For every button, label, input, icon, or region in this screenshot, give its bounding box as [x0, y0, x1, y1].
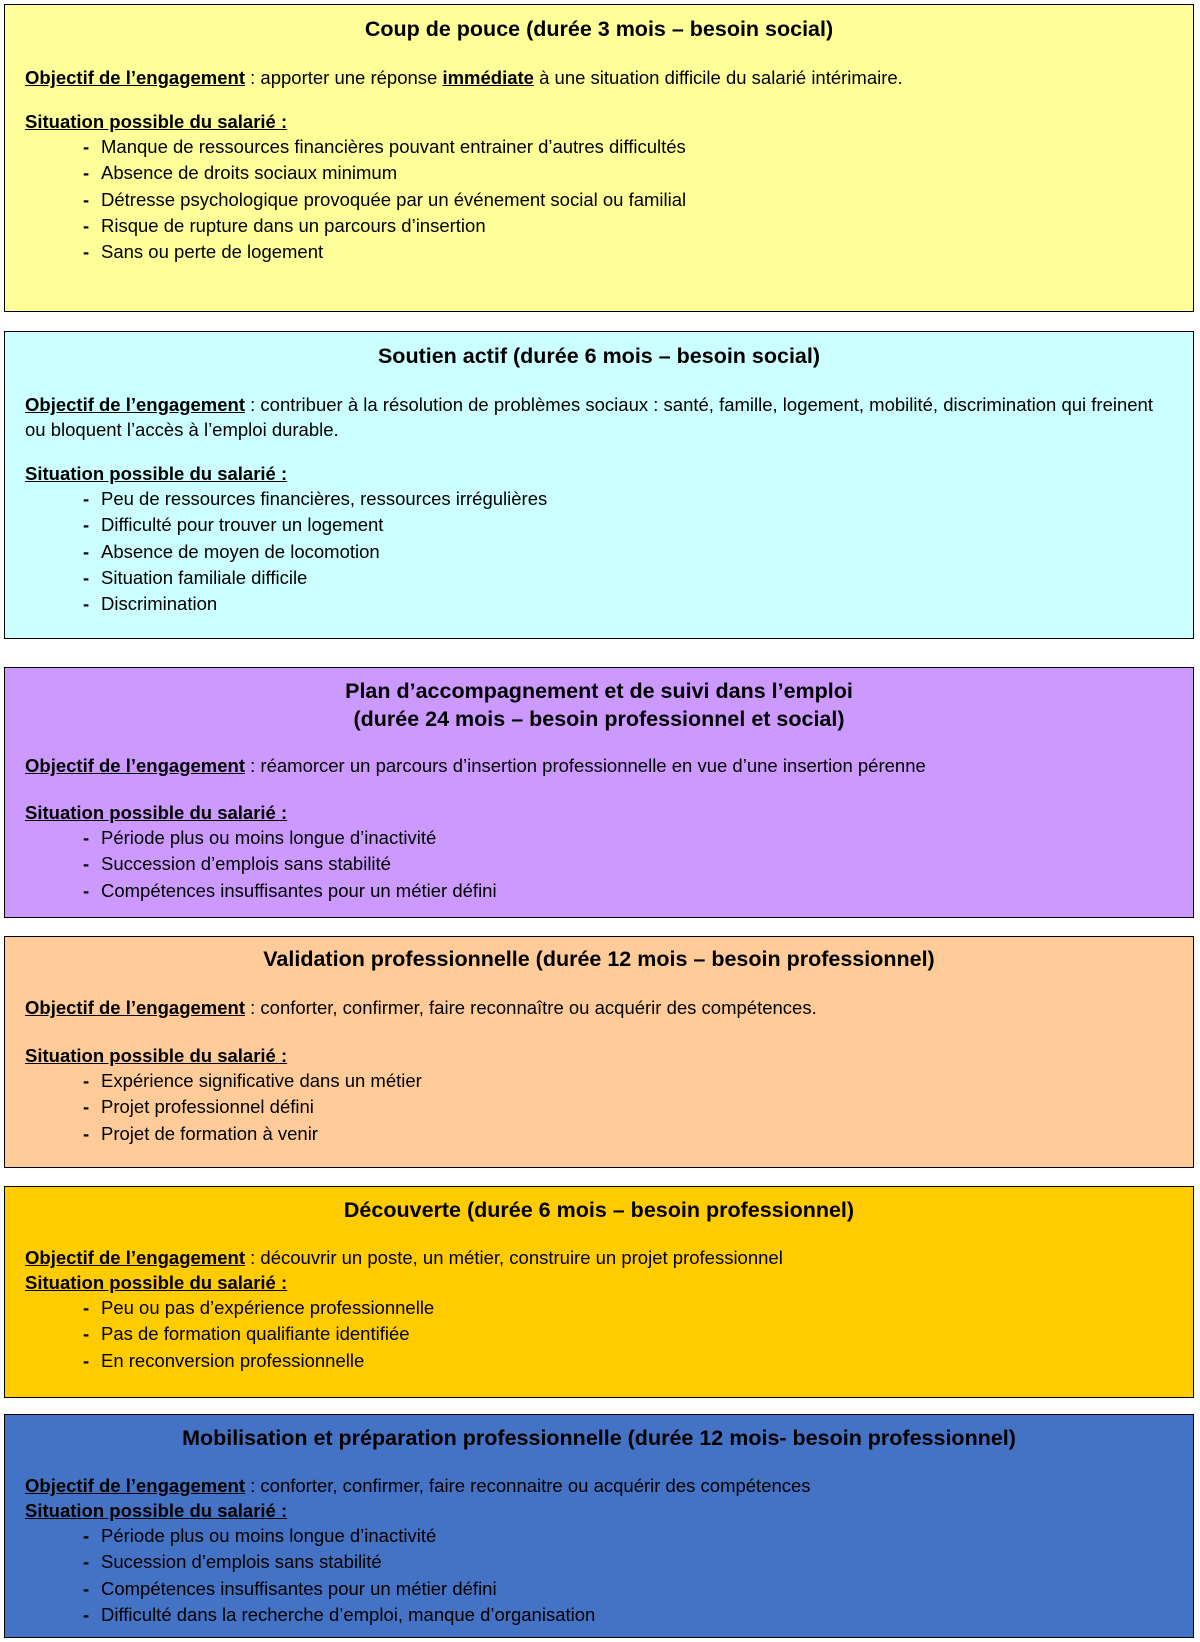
list-item: - Difficulté pour trouver un logement — [83, 514, 384, 536]
situation-list — [25, 486, 1173, 617]
list-item: - En reconversion professionnelle — [83, 1349, 365, 1371]
objective-content: : conforter, confirmer, faire reconnaître ou acquérir des compétences. — [245, 997, 817, 1018]
list-item: - Situation familiale difficile — [83, 566, 308, 588]
box-title: Soutien actif (durée 6 mois – besoin social) — [377, 344, 821, 368]
objective-part-1: : apporter une réponse — [245, 67, 443, 88]
list-item: - Pas de formation qualifiante identifiée — [83, 1323, 410, 1345]
list-item: - Absence de moyen de locomotion — [83, 540, 380, 562]
situation-list — [25, 134, 1173, 265]
objective-text — [25, 753, 1173, 778]
box-decouverte — [4, 1186, 1194, 1398]
box-validation-professionnelle — [4, 936, 1194, 1168]
box-title: Coup de pouce (durée 3 mois – besoin social) — [364, 17, 834, 41]
box-title: Mobilisation et préparation professionnelle (durée 12 mois- besoin professionnel) — [182, 1426, 1016, 1450]
box-soutien-actif — [4, 331, 1194, 639]
situation-label: Situation possible du salarié : — [25, 1272, 288, 1293]
situation-label: Situation possible du salarié : — [25, 111, 288, 132]
list-item: - Détresse psychologique provoquée par un événement social ou familial — [83, 188, 687, 210]
box-coup-de-pouce — [4, 4, 1194, 312]
objective-label: Objectif de l’engagement — [25, 1247, 245, 1268]
objective-text — [25, 65, 1173, 90]
list-item: - Peu ou pas d’expérience professionnelle — [83, 1297, 435, 1318]
situation-list — [25, 1068, 1173, 1147]
objective-text — [25, 1245, 1173, 1270]
box-plan-accompagnement — [4, 667, 1194, 918]
situation-label: Situation possible du salarié : — [25, 1045, 288, 1066]
list-item: - Succession d’emplois sans stabilité — [83, 853, 391, 875]
situation-list — [25, 825, 1173, 904]
objective-content: : découvrir un poste, un métier, construire un projet professionnel — [245, 1247, 783, 1268]
situation-list — [25, 1523, 1173, 1628]
list-item: - Sans ou perte de logement — [83, 241, 324, 263]
list-item: - Discrimination — [83, 593, 218, 615]
list-item: - Période plus ou moins longue d’inactivité — [83, 1525, 437, 1546]
objective-label: Objectif de l’engagement — [25, 1475, 245, 1496]
box-mobilisation-preparation — [4, 1414, 1194, 1638]
list-item: - Compétences insuffisantes pour un métier défini — [83, 879, 497, 901]
list-item: - Période plus ou moins longue d’inactivité — [83, 827, 437, 848]
situation-list — [25, 1295, 1173, 1374]
list-item: - Compétences insuffisantes pour un métier défini — [83, 1577, 497, 1599]
list-item: - Projet professionnel défini — [83, 1096, 314, 1118]
situation-label: Situation possible du salarié : — [25, 1500, 288, 1521]
box-title: Plan d’accompagnement et de suivi dans l’emploi — [345, 679, 853, 703]
box-subtitle: (durée 24 mois – besoin professionnel et social) — [353, 707, 845, 731]
objective-content: : réamorcer un parcours d’insertion professionnelle en vue d’une insertion pérenne — [245, 755, 926, 776]
list-item: - Absence de droits sociaux minimum — [83, 162, 398, 184]
objective-text — [25, 995, 1173, 1020]
objective-label: Objectif de l’engagement — [25, 997, 245, 1018]
situation-label: Situation possible du salarié : — [25, 463, 288, 484]
objective-label: Objectif de l’engagement — [25, 67, 245, 88]
list-item: - Sucession d’emplois sans stabilité — [83, 1551, 382, 1573]
box-title: Découverte (durée 6 mois – besoin professionnel) — [343, 1198, 855, 1222]
objective-content: : contribuer à la résolution de problèmes sociaux : santé, famille, logement, mobilité, discrimination qui freinent ou bloquent l’accès à l’emploi durable. — [25, 394, 1153, 440]
objective-part-2: à une situation difficile du salarié intérimaire. — [533, 67, 903, 88]
objective-content: : conforter, confirmer, faire reconnaitre ou acquérir des compétences — [245, 1475, 811, 1496]
situation-label: Situation possible du salarié : — [25, 802, 288, 823]
objective-label: Objectif de l’engagement — [25, 755, 245, 776]
list-item: - Difficulté dans la recherche d’emploi, manque d’organisation — [83, 1603, 596, 1625]
list-item: - Peu de ressources financières, ressources irrégulières — [83, 488, 548, 509]
list-item: - Expérience significative dans un métier — [83, 1070, 422, 1091]
list-item: - Projet de formation à venir — [83, 1122, 318, 1144]
objective-label: Objectif de l’engagement — [25, 394, 245, 415]
list-item: - Manque de ressources financières pouvant entrainer d’autres difficultés — [83, 136, 686, 157]
list-item: - Risque de rupture dans un parcours d’insertion — [83, 214, 486, 236]
box-title: Validation professionnelle (durée 12 mois – besoin professionnel) — [263, 947, 935, 971]
objective-text — [25, 1473, 1173, 1498]
objective-emphasis: immédiate — [442, 67, 534, 88]
objective-text — [25, 392, 1173, 442]
